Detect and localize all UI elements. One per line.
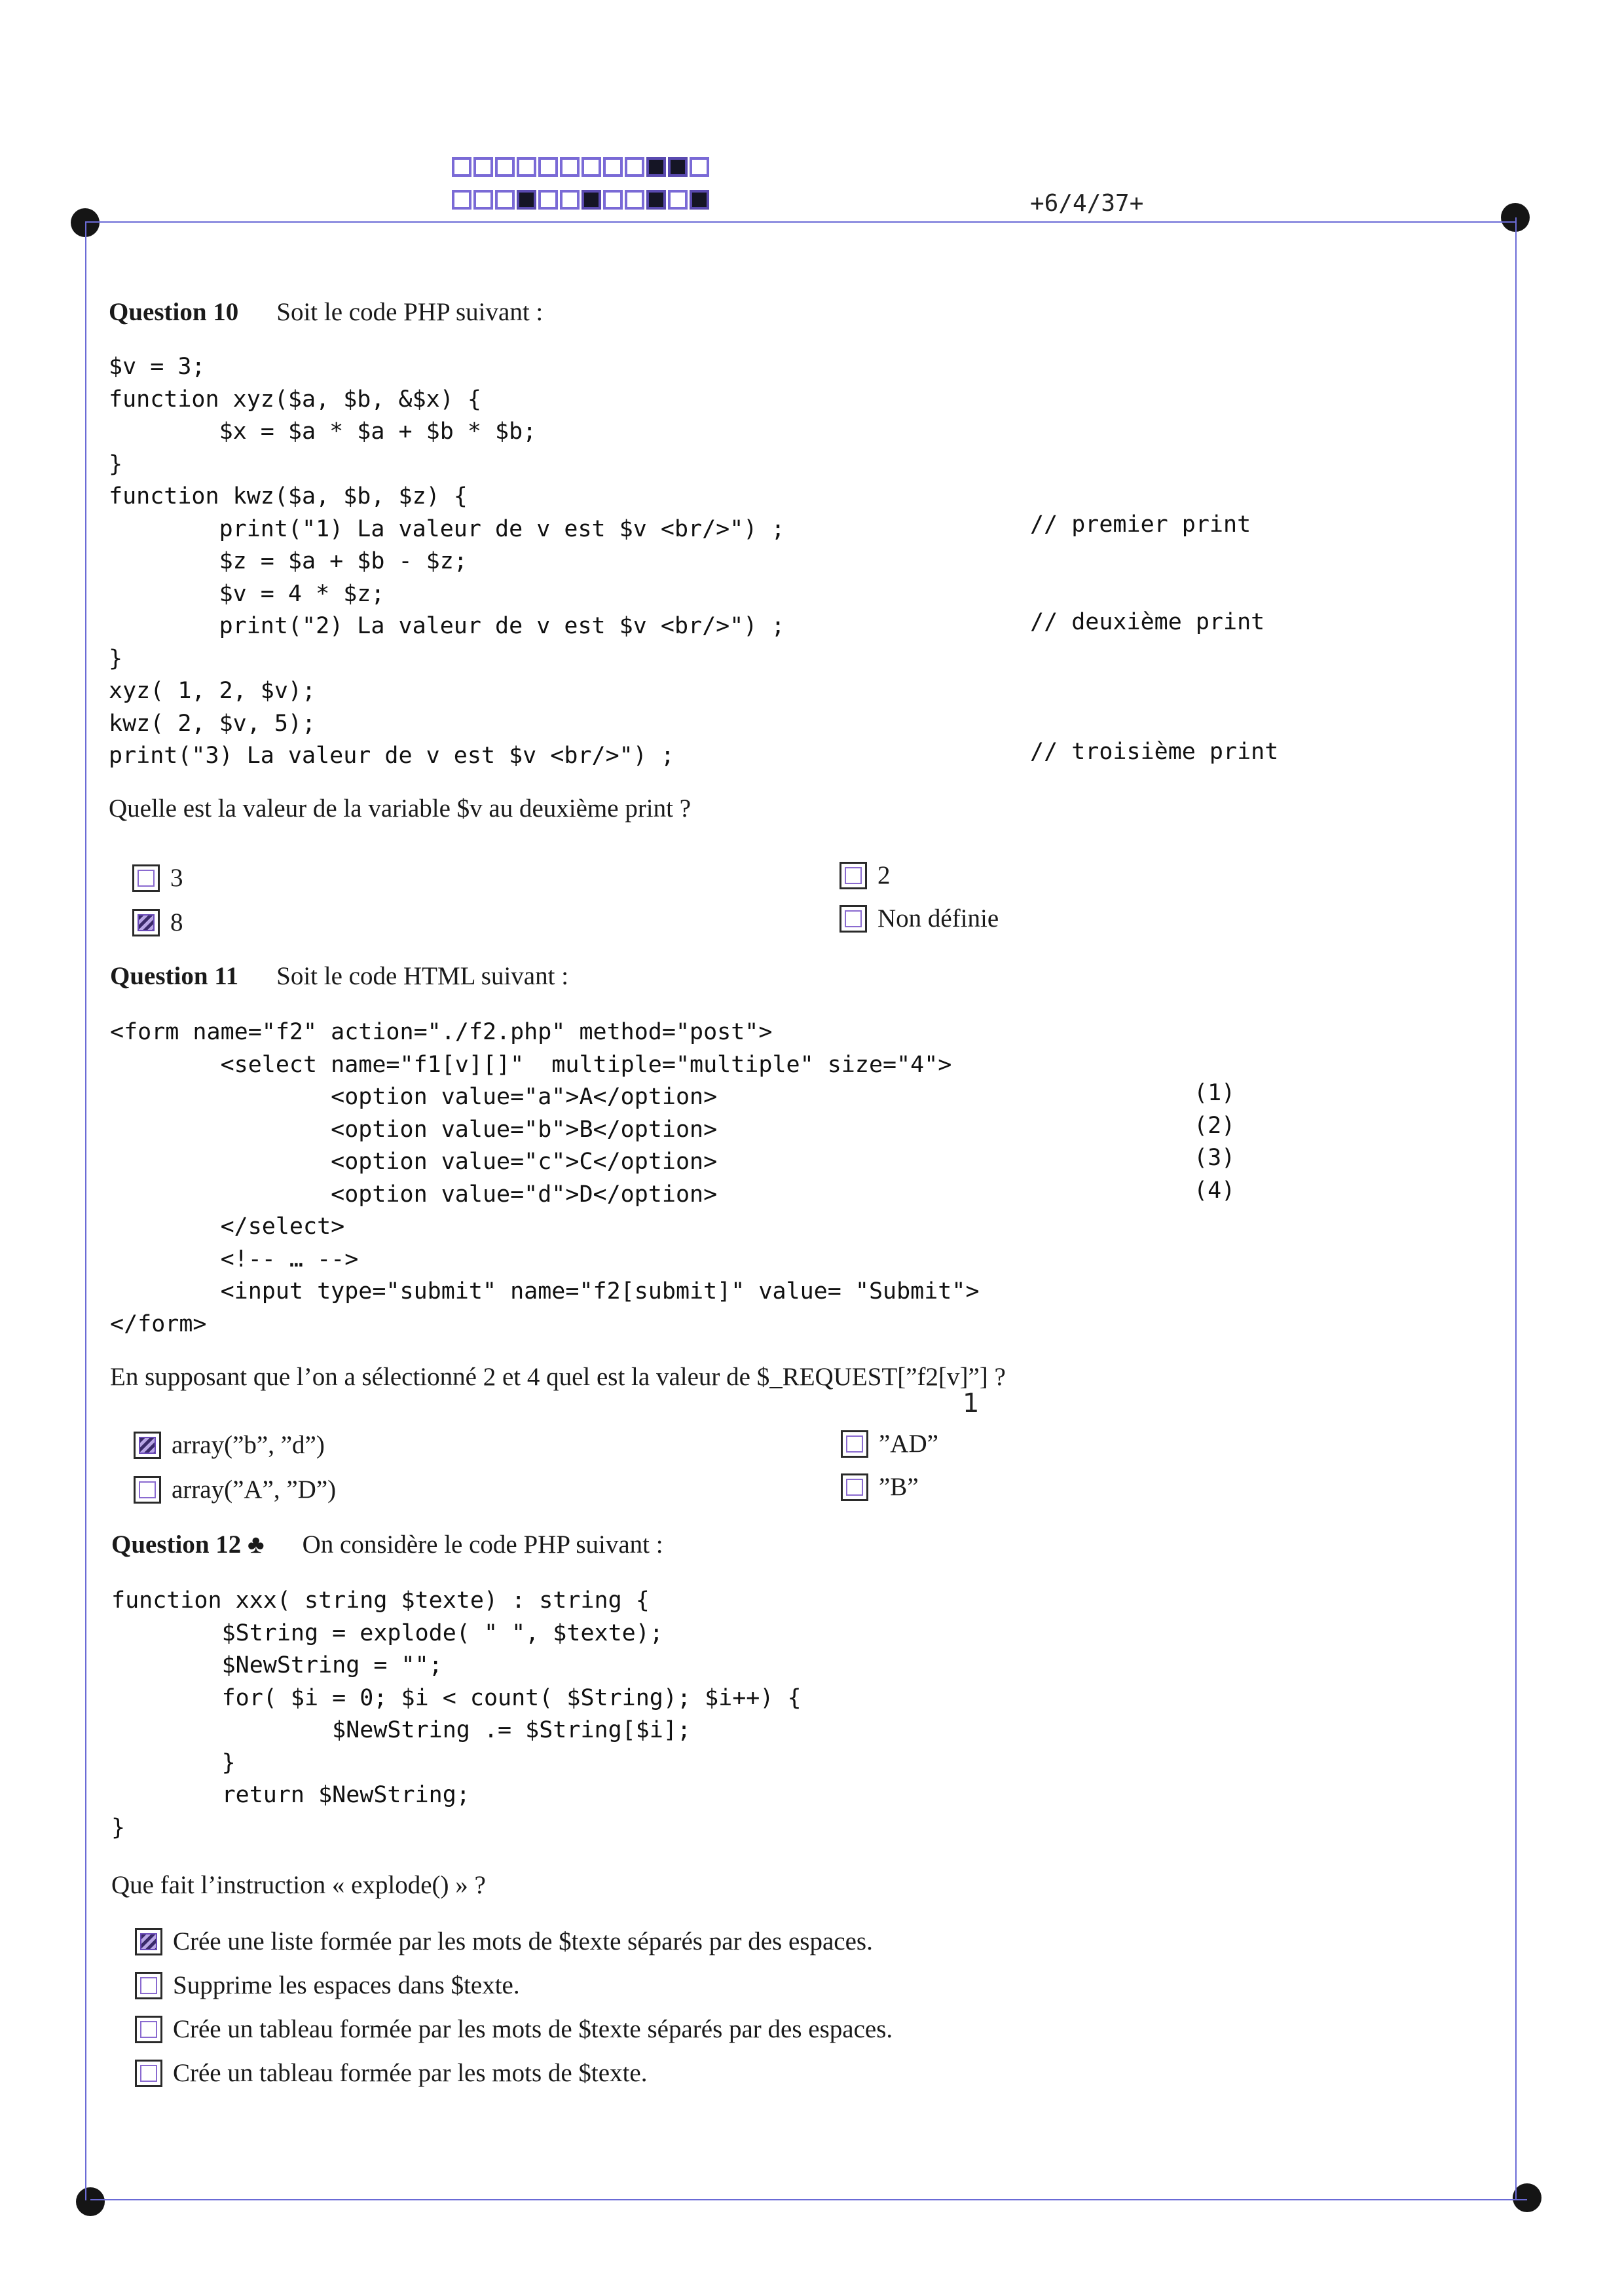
- question-11-prompt: En supposant que l’on a sélectionné 2 et 4 quel est la valeur de $_REQUEST[”f2[v]”] ?: [110, 1363, 1006, 1391]
- code-line: $x = $a * $a + $b * $b;: [109, 418, 537, 445]
- q11-option-AD[interactable]: [841, 1429, 938, 1458]
- code-line: <option value="d">D</option>: [110, 1181, 718, 1208]
- question-11-code: [110, 1016, 980, 1341]
- question-10-code: [109, 351, 785, 773]
- question-10-prompt: Quelle est la valeur de la variable $v au deuxième print ?: [109, 794, 692, 823]
- barcode-cell-empty: [495, 190, 515, 210]
- checkbox[interactable]: [840, 905, 867, 933]
- question-12-intro: On considère le code PHP suivant :: [302, 1530, 663, 1559]
- code-line: }: [111, 1749, 236, 1776]
- page-id: +6/4/37+: [1030, 190, 1144, 217]
- barcode-cell-empty: [560, 157, 580, 177]
- handwritten-correction: 1: [963, 1388, 980, 1418]
- barcode-cell-empty: [517, 157, 536, 177]
- checkbox[interactable]: [841, 1430, 868, 1458]
- q10-option-8[interactable]: [132, 908, 183, 937]
- code-line: }: [109, 645, 123, 672]
- code-line: <option value="b">B</option>: [110, 1116, 718, 1143]
- barcode-cell-filled: [646, 190, 666, 210]
- code-line: $NewString .= $String[$i];: [111, 1717, 692, 1743]
- q11-option-B[interactable]: [841, 1472, 919, 1502]
- option-line-number-1: (1): [1194, 1080, 1236, 1106]
- option-label: array(”A”, ”D”): [172, 1475, 337, 1504]
- code-line: print("2) La valeur de v est $v <br/>") ;: [109, 613, 785, 639]
- code-line: $v = 4 * $z;: [109, 580, 385, 607]
- option-label: Crée un tableau formée par les mots de $texte séparés par des espaces.: [173, 2015, 893, 2043]
- barcode-cell-filled: [646, 157, 666, 177]
- question-11-label: Question 11: [110, 962, 239, 990]
- question-12-label: Question 12 ♣: [111, 1530, 265, 1559]
- checkbox[interactable]: [841, 1473, 868, 1501]
- registration-mark-bottom-left: [76, 2187, 105, 2216]
- code-line: <input type="submit" name="f2[submit]" value= "Submit">: [110, 1278, 980, 1305]
- barcode-cell-filled: [668, 157, 688, 177]
- registration-mark-bottom-right: [1513, 2183, 1541, 2212]
- option-label: 2: [877, 861, 891, 889]
- barcode-cell-empty: [452, 157, 471, 177]
- code-line: <option value="c">C</option>: [110, 1149, 718, 1175]
- checkbox[interactable]: [132, 864, 160, 892]
- frame-bottom: [90, 2199, 1527, 2200]
- barcode-cell-empty: [538, 157, 558, 177]
- checkbox[interactable]: [135, 1972, 162, 1999]
- q12-option-tableau-mots[interactable]: [135, 2058, 647, 2088]
- frame-top: [85, 221, 1515, 223]
- barcode-row-1: [452, 157, 711, 177]
- barcode-cell-filled: [581, 190, 601, 210]
- barcode-cell-empty: [538, 190, 558, 210]
- q10-option-2[interactable]: [840, 861, 891, 890]
- barcode-cell-empty: [625, 190, 644, 210]
- option-label: Non définie: [877, 904, 999, 933]
- comment-troisieme-print: // troisième print: [1030, 739, 1279, 765]
- code-line: </form>: [110, 1310, 207, 1337]
- code-line: function xyz($a, $b, &$x) {: [109, 386, 481, 413]
- checkbox[interactable]: [135, 2016, 162, 2043]
- option-label: 8: [170, 908, 183, 936]
- option-line-number-4: (4): [1194, 1177, 1236, 1204]
- barcode-cell-empty: [603, 190, 623, 210]
- question-10-label: Question 10: [109, 298, 239, 326]
- comment-deuxieme-print: // deuxième print: [1030, 609, 1265, 635]
- checkbox[interactable]: [135, 2060, 162, 2087]
- barcode-cell-empty: [560, 190, 580, 210]
- checkbox-checked[interactable]: [135, 1928, 162, 1955]
- barcode-cell-empty: [495, 157, 515, 177]
- option-label: ”B”: [879, 1473, 919, 1501]
- q12-option-tableau-espaces[interactable]: [135, 2014, 893, 2044]
- barcode-cell-empty: [473, 190, 493, 210]
- question-11-intro: Soit le code HTML suivant :: [276, 962, 569, 990]
- barcode-cell-empty: [625, 157, 644, 177]
- code-line: print("3) La valeur de v est $v <br/>") ;: [109, 743, 674, 769]
- q12-option-liste[interactable]: [135, 1927, 873, 1956]
- option-label: array(”b”, ”d”): [172, 1431, 325, 1459]
- barcode-cell-empty: [690, 157, 709, 177]
- code-line: $NewString = "";: [111, 1652, 443, 1678]
- code-line: </select>: [110, 1213, 345, 1240]
- q10-option-non-definie[interactable]: [840, 904, 999, 933]
- frame-left: [85, 223, 86, 2200]
- checkbox-checked[interactable]: [132, 909, 160, 936]
- barcode-cell-filled: [690, 190, 709, 210]
- barcode-cell-empty: [473, 157, 493, 177]
- q10-option-3[interactable]: [132, 863, 183, 893]
- code-line: }: [109, 451, 123, 477]
- q11-option-array-b-d[interactable]: [134, 1430, 325, 1460]
- code-line: $String = explode( " ", $texte);: [111, 1620, 663, 1646]
- question-12-code: [111, 1585, 802, 1844]
- code-line: <option value="a">A</option>: [110, 1084, 718, 1110]
- checkbox[interactable]: [134, 1476, 161, 1504]
- code-line: <select name="f1[v][]" multiple="multiple" size="4">: [110, 1051, 952, 1078]
- option-line-number-3: (3): [1194, 1145, 1236, 1171]
- barcode-cell-empty: [581, 157, 601, 177]
- q12-option-supprime[interactable]: [135, 1971, 520, 2000]
- code-line: xyz( 1, 2, $v);: [109, 678, 316, 704]
- code-line: kwz( 2, $v, 5);: [109, 710, 316, 737]
- question-10-intro: Soit le code PHP suivant :: [276, 298, 544, 326]
- checkbox[interactable]: [840, 862, 867, 889]
- code-line: <!-- … -->: [110, 1246, 359, 1272]
- question-10-header: [109, 297, 543, 327]
- code-line: return $NewString;: [111, 1782, 470, 1808]
- comment-premier-print: // premier print: [1030, 511, 1251, 538]
- option-label: 3: [170, 864, 183, 892]
- option-label: Crée un tableau formée par les mots de $texte.: [173, 2059, 648, 2087]
- question-12-header: [111, 1530, 663, 1559]
- option-label: Supprime les espaces dans $texte.: [173, 1971, 520, 1999]
- code-line: $z = $a + $b - $z;: [109, 548, 468, 574]
- code-line: <form name="f2" action="./f2.php" method="post">: [110, 1019, 773, 1045]
- checkbox-checked[interactable]: [134, 1432, 161, 1459]
- code-line: function kwz($a, $b, $z) {: [109, 483, 468, 509]
- barcode-row-2: [452, 190, 711, 210]
- barcode-cell-empty: [452, 190, 471, 210]
- q11-option-array-A-D[interactable]: [134, 1475, 336, 1504]
- frame-right: [1515, 217, 1517, 2199]
- code-line: print("1) La valeur de v est $v <br/>") ;: [109, 515, 785, 542]
- question-12-prompt: Que fait l’instruction « explode() » ?: [111, 1871, 486, 1899]
- barcode-cell-empty: [603, 157, 623, 177]
- barcode-cell-empty: [668, 190, 688, 210]
- option-label: Crée une liste formée par les mots de $texte séparés par des espaces.: [173, 1927, 873, 1955]
- code-line: }: [111, 1814, 126, 1841]
- code-line: function xxx( string $texte) : string {: [111, 1587, 650, 1614]
- option-label: ”AD”: [879, 1430, 938, 1458]
- code-line: for( $i = 0; $i < count( $String); $i++) {: [111, 1684, 802, 1711]
- code-line: $v = 3;: [109, 354, 206, 380]
- barcode-cell-filled: [517, 190, 536, 210]
- option-line-number-2: (2): [1194, 1113, 1236, 1139]
- question-11-header: [110, 961, 568, 991]
